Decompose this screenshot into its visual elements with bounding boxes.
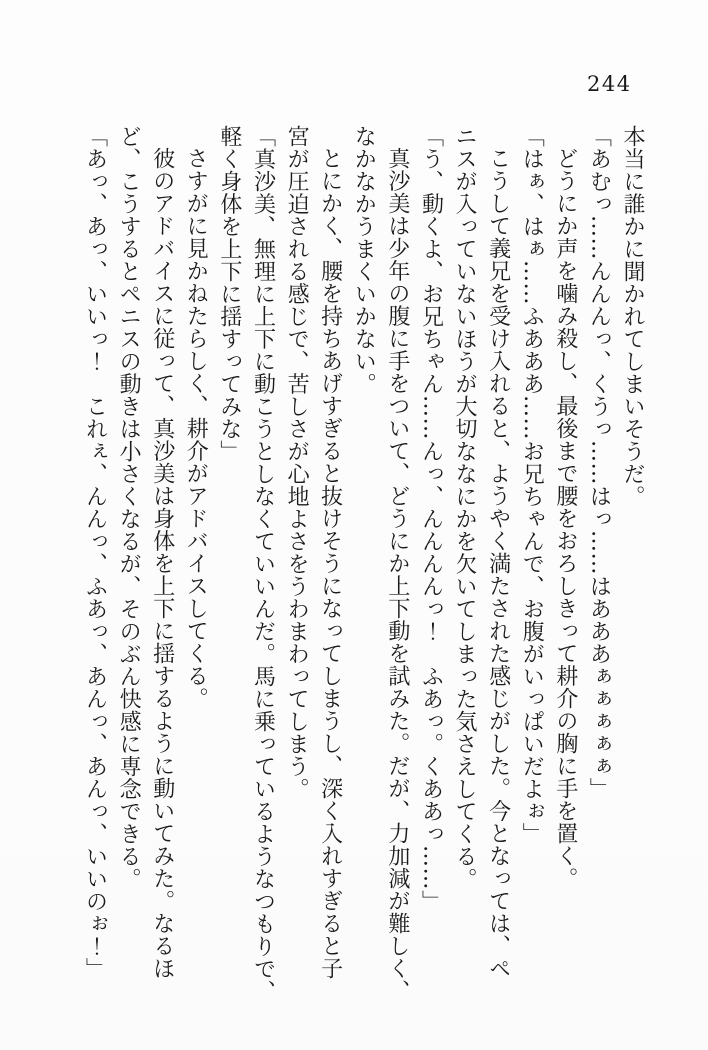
text-column-13: 軽く身体を上下に揺すってみな」 bbox=[216, 125, 242, 463]
text-column-14: さすがに見かねたらしく、耕介がアドバイスしてくる。 bbox=[183, 147, 209, 710]
text-column-4: 「はぁ、はぁ……ふあああ……お兄ちゃんで、お腹がいっぱいだよぉ」 bbox=[519, 125, 545, 845]
text-column-8: 真沙美は少年の腹に手をついて、どうにか上下動を試みた。だが、力加減が難しく、 bbox=[384, 147, 410, 1002]
page-number: 244 bbox=[587, 72, 632, 96]
text-column-7: 「う、動くよ、お兄ちゃん……んっ、んんんんっ！ ふあっ。くああっ……」 bbox=[418, 125, 444, 913]
text-column-2: 「あむっ……んんんっ、くうっ……はっ……はあああぁぁぁぁぁ」 bbox=[586, 125, 612, 800]
text-column-6: ニスが入っていないほうが大切ななにかを欠いてしまった気さえしてくる。 bbox=[452, 125, 478, 890]
text-column-5: こうして義兄を受け入れると、ようやく満たされた感じがした。今となっては、ペ bbox=[485, 147, 511, 980]
text-column-15: 彼のアドバイスに従って、真沙美は身体を上下に揺するように動いてみた。なるほ bbox=[149, 147, 175, 980]
text-column-10: とにかく、腰を持ちあげすぎると抜けそうになってしまうし、深く入れすぎると子 bbox=[317, 147, 343, 980]
vertical-text-area bbox=[78, 125, 649, 1003]
text-column-1: 本当に誰かに聞かれてしまいそうだ。 bbox=[620, 125, 645, 508]
text-column-12: 「真沙美、無理に上下に動こうとしなくていいんだ。馬に乗っているようなつもりで、 bbox=[250, 125, 276, 1003]
text-column-17: 「あっ、あっ、いいっ！ これぇ、んんっ、ふあっ、あんっ、あんっ、いいのぉ！」 bbox=[82, 125, 108, 980]
text-column-11: 宮が圧迫される感じで、苦しさが心地よさをうわまわってしまう。 bbox=[284, 125, 310, 800]
text-column-9: なかなかうまくいかない。 bbox=[351, 125, 377, 395]
text-column-16: ど、こうするとペニスの動きは小さくなるが、そのぶん快感に専念できる。 bbox=[116, 125, 142, 890]
text-column-3: どうにか声を噛み殺し、最後まで腰をおろしきって耕介の胸に手を置く。 bbox=[552, 147, 578, 890]
